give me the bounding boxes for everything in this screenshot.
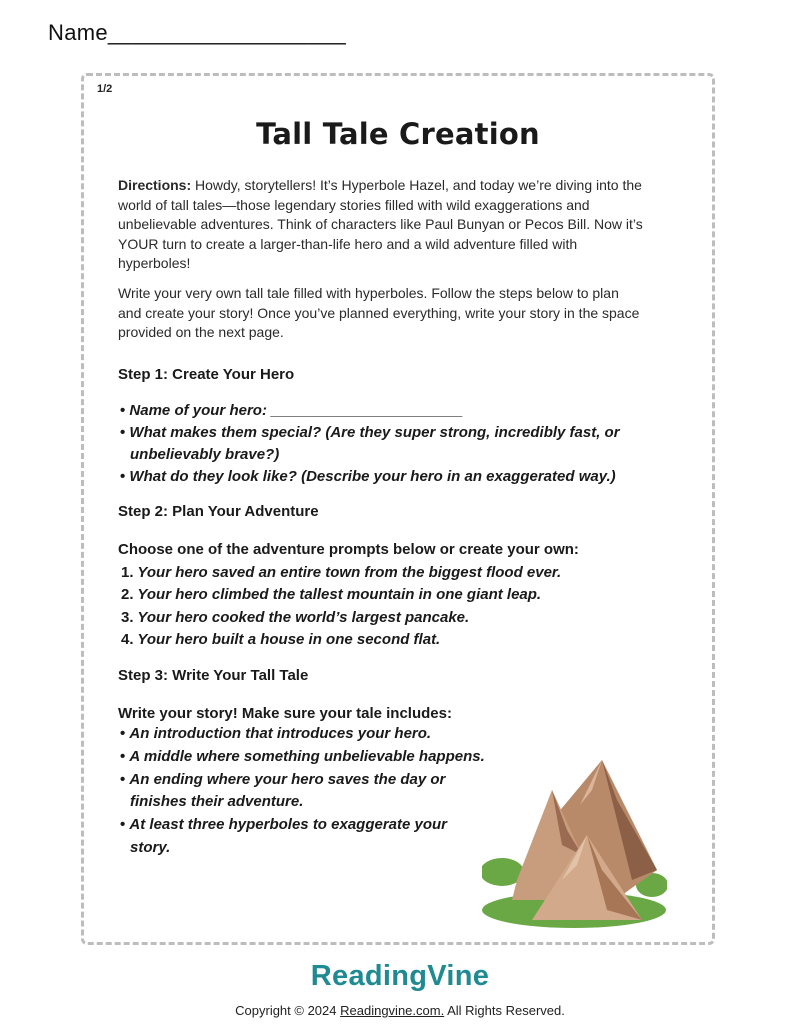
list-number: 1. bbox=[121, 563, 134, 581]
list-item bbox=[118, 562, 643, 585]
brand-logo: ReadingVine bbox=[310, 960, 490, 992]
step3-heading: Step 3: Write Your Tall Tale bbox=[118, 666, 309, 684]
page-title: Tall Tale Creation bbox=[256, 117, 540, 151]
name-field-label: Name___________________ bbox=[48, 20, 347, 45]
list-item: • An introduction that introduces your hero. bbox=[118, 723, 538, 746]
list-item: • What do they look like? (Describe your hero in an exaggerated way.) bbox=[118, 466, 643, 488]
list-item: • Name of your hero: _______________________ bbox=[118, 400, 643, 422]
list-item: • What makes them special? (Are they super strong, incredibly fast, or unbelievably brave?) bbox=[118, 422, 643, 466]
list-item bbox=[118, 584, 643, 607]
prompt-text: Your hero saved an entire town from the biggest flood ever. bbox=[137, 563, 562, 581]
copyright-suffix: All Rights Reserved. bbox=[444, 1003, 565, 1018]
step3-intro: Write your story! Make sure your tale includes: bbox=[118, 704, 452, 722]
prompt-text: Your hero built a house in one second flat. bbox=[137, 631, 441, 649]
list-number: 4. bbox=[121, 631, 134, 649]
list-item bbox=[118, 607, 643, 630]
list-item: • An ending where your hero saves the day or finishes their adventure. bbox=[118, 769, 490, 815]
directions-label: Directions: bbox=[118, 177, 192, 193]
list-item: • A middle where something unbelievable happens. bbox=[118, 746, 538, 769]
step2-heading: Step 2: Plan Your Adventure bbox=[118, 503, 319, 521]
list-item bbox=[118, 629, 643, 652]
copyright-link[interactable]: Readingvine.com. bbox=[340, 1003, 445, 1018]
intro-paragraph: Write your very own tall tale filled with hyperboles. Follow the steps below to plan and create your story! Once you’ve planned everything, write your story in the space provided on the next page. bbox=[118, 284, 640, 341]
directions-paragraph bbox=[118, 176, 643, 274]
step2-intro: Choose one of the adventure prompts below or create your own: bbox=[118, 540, 579, 558]
adventure-prompts-list bbox=[118, 562, 643, 652]
list-number: 3. bbox=[121, 608, 134, 626]
step1-list bbox=[118, 400, 643, 488]
list-item: • At least three hyperboles to exaggerate your story. bbox=[118, 814, 460, 860]
directions-text: Howdy, storytellers! It’s Hyperbole Hazel, and today we’re diving into the world of tall tales—those legendary stories filled with wild exaggerations and unbelievable adventures. Think of characters like Paul Bunyan or Pecos Bill. Now it’s YOUR turn to create a larger-than-life hero and a wild adventure filled with hyperboles! bbox=[118, 177, 643, 272]
page-number: 1/2 bbox=[97, 83, 113, 95]
step1-heading: Step 1: Create Your Hero bbox=[118, 365, 295, 383]
prompt-text: Your hero climbed the tallest mountain in one giant leap. bbox=[137, 586, 542, 604]
mountain-illustration-icon bbox=[482, 760, 667, 930]
worksheet-content bbox=[118, 176, 643, 860]
copyright-notice bbox=[0, 1003, 800, 1018]
prompt-text: Your hero cooked the world’s largest pancake. bbox=[137, 608, 470, 626]
list-number: 2. bbox=[121, 586, 134, 604]
step3-list bbox=[118, 723, 538, 860]
copyright-prefix: Copyright © 2024 bbox=[235, 1003, 341, 1018]
